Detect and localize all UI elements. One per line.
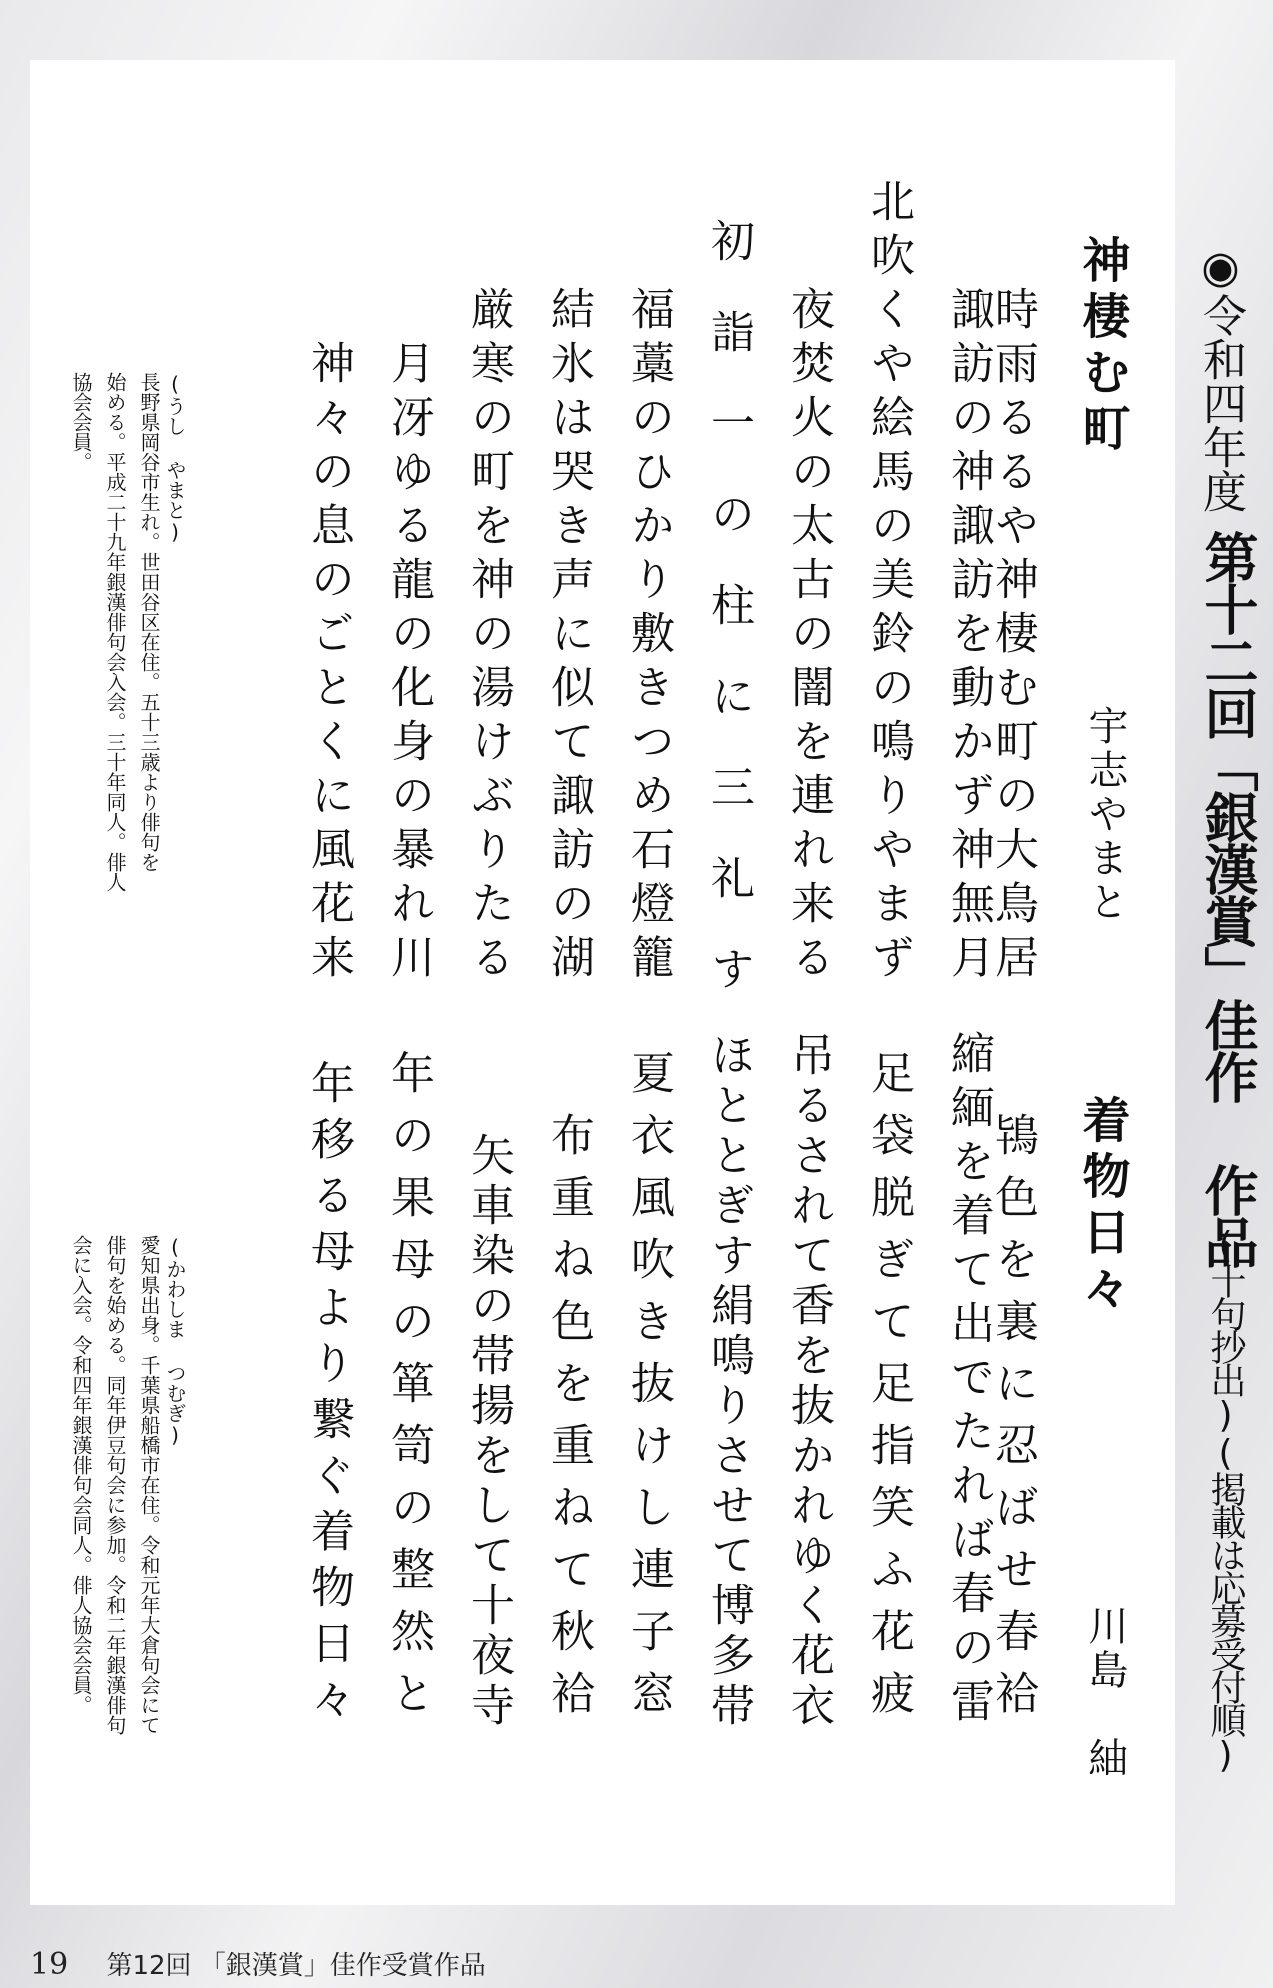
haiku-line: 鴇色を裏に忍ばせ春袷: [987, 1112, 1038, 1732]
author-bio: [60, 1235, 188, 1735]
haiku-line: 夏衣風吹き抜けし連子窓: [623, 1050, 674, 1732]
bio-line: 協会会員。: [69, 372, 93, 472]
haiku-line: 吊るされて香を抜かれゆく花衣: [783, 1032, 834, 1732]
haiku-line: ほととぎす絹鳴りさせて博多帯: [703, 1032, 754, 1732]
bio-line: 始める。平成二十九年銀漢俳句会入会。三十年同人。俳人: [103, 372, 127, 892]
haiku-line: 北吹くや絵馬の美鈴の鳴りやまず: [863, 178, 914, 988]
work-author: 宇志やまと: [1082, 705, 1128, 925]
haiku-line: 厳寒の町を神の湯けぶりたる: [463, 286, 514, 988]
author-bio: [60, 372, 188, 892]
haiku-line: 初 詣 一 の 柱 に 三 礼 す: [703, 218, 754, 988]
section-header: [1195, 242, 1246, 513]
section-header-main: [1196, 530, 1259, 1267]
bio-line: 長野県岡谷市生れ。世田谷区在住。五十三歳より俳句を: [137, 372, 161, 872]
page-footer: [30, 1945, 486, 1982]
header-year: ◉令和四年度: [1195, 242, 1246, 513]
header-note: (十句抄出)(掲載は応募受付順): [1205, 1225, 1246, 1773]
haiku-line: 諏訪の神諏訪を動かず神無月: [943, 286, 994, 988]
haiku-line: 年移る母より繋ぐ着物日々: [303, 1060, 354, 1732]
footer-caption: 第12回 「銀漢賞」佳作受賞作品: [106, 1951, 486, 1981]
haiku-line: 足袋脱ぎて足指笑ふ花疲: [863, 1050, 914, 1732]
work-title: 着物日々: [1074, 1095, 1130, 1319]
bio-line: 会に入会。令和四年銀漢俳句会同人。俳人協会会員。: [69, 1235, 93, 1715]
bio-line: (うし やまと): [163, 372, 187, 544]
haiku-line: 月冴ゆる龍の化身の暴れ川: [383, 340, 434, 988]
work-author: 川島 紬: [1082, 1605, 1128, 1781]
haiku-line: 布重ね色を重ねて秋袷: [543, 1112, 594, 1732]
haiku-line: 結氷は哭き声に似て諏訪の湖: [543, 286, 594, 988]
bio-line: 愛知県出身。千葉県船橋市在住。令和元年大倉句会にて: [137, 1235, 161, 1735]
haiku-line: 福藁のひかり敷きつめ石燈籠: [623, 286, 674, 988]
haiku-line: 縮緬を着て出でたれば春の雷: [943, 1030, 994, 1732]
bio-line: (かわしま つむぎ): [163, 1235, 187, 1447]
section-header-note: [1205, 1225, 1246, 1773]
header-title: 第十二回「銀漢賞」佳作 作品: [1196, 530, 1259, 1267]
bio-line: 俳句を始める。同年伊豆句会に参加。令和二年銀漢俳句: [103, 1235, 127, 1735]
haiku-line: 矢車染の帯揚をして十夜寺: [463, 1132, 514, 1732]
haiku-line: 年の果母の箪笥の整然と: [383, 1050, 434, 1732]
haiku-line: 夜焚火の太古の闇を連れ来る: [783, 286, 834, 988]
haiku-list: [270, 1030, 1038, 1732]
haiku-line: 神々の息のごとくに風花来: [303, 340, 354, 988]
work-title: 神棲む町: [1074, 235, 1130, 459]
haiku-line: 時雨るるや神棲む町の大鳥居: [987, 286, 1038, 988]
haiku-list: [270, 178, 1038, 988]
page-number: 19: [30, 1947, 69, 1982]
